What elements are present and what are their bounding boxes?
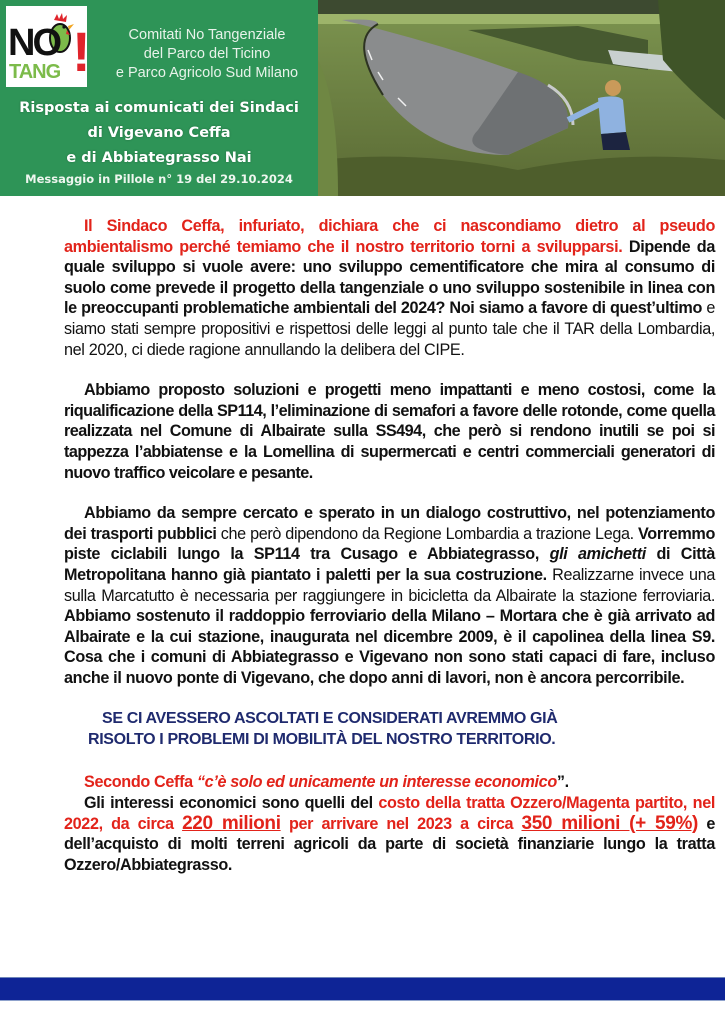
paragraph-text: Abbiamo proposto soluzioni e progetti meno impattanti e meno costosi, come la riqualificazione della — [64, 381, 715, 420]
message-subtitle: Messaggio in Pillole n° 19 del 29.10.2024 — [25, 172, 293, 186]
article-body — [64, 216, 715, 875]
road-ss494: SS494 — [375, 422, 422, 441]
paragraph-red-lead: Il Sindaco Ceffa, infuriato, dichiara che ci nascondiamo dietro al pseudo ambientalismo perché temiamo che il nostro territorio torni a svilupparsi. — [64, 217, 715, 256]
paragraph-red-text: costo della tratta Ozzero/Magenta partito, nel 2022, da circa — [64, 794, 715, 833]
paragraph-text: , l’eliminazione di semafori a favore delle rotonde, come quella realizzata nel Comune di Albairate sulla — [64, 401, 715, 441]
logo-exclamation: ! — [72, 20, 91, 83]
paragraph-bold-text: Abbiamo da sempre cercato e sperato in un dialogo costruttivo, nel potenziamento dei trasporti pubblici — [64, 504, 715, 543]
paragraph-bold-text: Abbiamo sostenuto il raddoppio ferroviario della Milano – Mortara che è già arrivato ad Albairate e la cui stazione, inaugurata nel dicembre 2009, è il capolinea della linea S9. Cosa che i comuni di Abbiategrasso e Vigevano non sono stati capaci di fare, incluso anche il nuovo ponte di Vigevano, che dopo anni di lavori, non è ancora percorribile. — [64, 607, 715, 687]
footer-bar — [0, 977, 725, 1001]
title-line: Risposta ai comunicati dei Sindaci — [19, 100, 299, 116]
paragraph-normal-text: e siamo stati sempre propositivi e rispettosi delle leggi al punto tale che il TAR della Lombardia, nel 2020, ci diede ragione annullando la delibera del CIPE. — [64, 299, 715, 359]
logo-no-text: NO — [8, 22, 59, 64]
paragraph-text: , che però si rendono inutili se poi si tappezza l’abbiatense e la Lomellina di supermercati e centri commerciali generatori di nuovo traffico veicolare e pesante. — [64, 422, 715, 482]
cost-2023-value: 350 milioni (+ 59%) — [521, 812, 698, 834]
no-tang-logo — [6, 6, 91, 87]
quote-text: “c’è solo ed unicamente un interesse economico — [196, 773, 557, 792]
cost-2022-value: 220 milioni — [182, 812, 281, 834]
logo-tang-text: TANG — [9, 61, 61, 83]
paragraph-red-text: per arrivare nel 2023 a circa — [280, 814, 522, 833]
paragraph-interesse-economico — [64, 772, 715, 875]
paragraph-bold-text: Dipende da quale sviluppo si vuole avere: uno sviluppo cementificatore che mira al consumo di suolo come prevede il progetto della tangenziale o uno sviluppo sostenibile in linea con le preoccupanti problematiche ambientali del 2024? Noi siamo a favore di quest’ultimo — [64, 237, 715, 318]
paragraph-sindaco-ceffa — [64, 216, 715, 360]
paragraph-normal-text: Realizzarne invece una sulla Marcatutto è necessaria per raggiungere in bicicletta da Albairate la stazione ferroviaria. — [64, 565, 715, 605]
paragraph-normal-text: che però dipendono da Regione Lombardia a trazione Lega. — [216, 524, 639, 543]
paragraph-proposte — [64, 380, 715, 483]
paragraph-bold-italic-text: gli amichetti — [549, 545, 646, 564]
organization-name — [96, 26, 318, 83]
road-carpet-photo-illustration — [318, 0, 725, 196]
header-green-panel — [0, 0, 318, 196]
header-photo — [318, 0, 725, 196]
organization-line: e Parco Agricolo Sud Milano — [115, 65, 299, 81]
title-line: e di Abbiategrasso Nai — [66, 150, 252, 166]
callout-line: SE CI AVESSERO ASCOLTATI E CONSIDERATI AVREMMO GIÀ — [102, 710, 558, 728]
quote-end: ”. — [556, 773, 569, 792]
paragraph-bold-text: Vorremmo piste ciclabili lungo la SP114 tra Cusago e Abbiategrasso, — [64, 524, 716, 564]
callout-line: RISOLTO I PROBLEMI DI MOBILITÀ DEL NOSTRO TERRITORIO. — [88, 731, 556, 749]
title-line: di Vigevano Ceffa — [87, 125, 231, 141]
organization-line: del Parco del Ticino — [143, 46, 271, 62]
paragraph-bold-text: di Città Metropolitana hanno già piantato i paletti per la sua costruzione. — [64, 545, 715, 584]
paragraph-red-text: Secondo Ceffa — [84, 773, 197, 792]
paragraph-bold-text: e dell’acquisto di molti terreni agricoli da parte di società finanziarie lungo la tratta Ozzero/Abbiategrasso. — [64, 814, 715, 874]
paragraph-bold-text: Gli interessi economici sono quelli del — [84, 794, 379, 813]
road-sp114: SP114 — [217, 401, 263, 420]
document-title — [0, 96, 318, 171]
organization-line: Comitati No Tangenziale — [128, 27, 286, 43]
paragraph-trasporti — [64, 503, 715, 688]
header-banner — [0, 0, 725, 196]
callout-heading — [64, 708, 715, 750]
